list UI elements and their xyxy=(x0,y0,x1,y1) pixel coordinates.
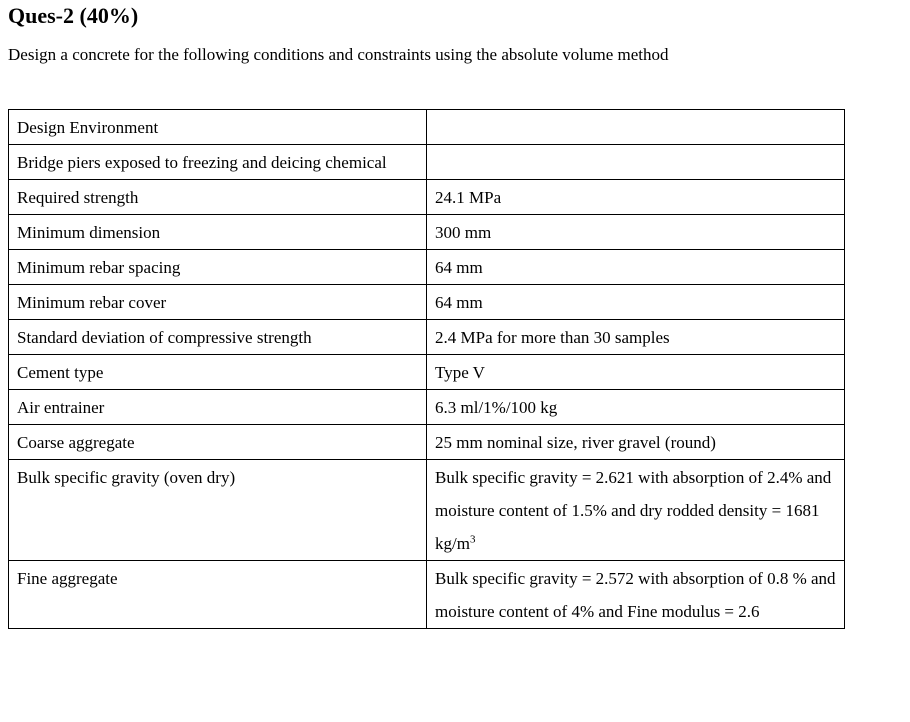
condition-value: 2.4 MPa for more than 30 samples xyxy=(427,320,845,355)
condition-label: Minimum rebar cover xyxy=(9,285,427,320)
question-instruction: Design a concrete for the following conditions and constraints using the absolute volume method xyxy=(8,45,669,64)
condition-label: Cement type xyxy=(9,355,427,390)
table-row xyxy=(9,320,845,355)
table-row xyxy=(9,215,845,250)
condition-value: Bulk specific gravity = 2.572 with absorption of 0.8 % and moisture content of 4% and Fine modulus = 2.6 xyxy=(427,561,845,629)
condition-value xyxy=(427,460,845,561)
condition-label: Fine aggregate xyxy=(9,561,427,629)
condition-label: Bridge piers exposed to freezing and deicing chemical xyxy=(9,145,427,180)
condition-value: 64 mm xyxy=(427,285,845,320)
table-row xyxy=(9,145,845,180)
table-row xyxy=(9,460,845,561)
condition-label: Bulk specific gravity (oven dry) xyxy=(9,460,427,561)
condition-value: Type V xyxy=(427,355,845,390)
condition-label: Air entrainer xyxy=(9,390,427,425)
question-title: Ques-2 (40%) xyxy=(8,3,139,28)
condition-value xyxy=(427,145,845,180)
table-row xyxy=(9,180,845,215)
table-row xyxy=(9,390,845,425)
condition-label: Minimum rebar spacing xyxy=(9,250,427,285)
condition-label: Coarse aggregate xyxy=(9,425,427,460)
design-conditions-table xyxy=(8,109,845,629)
table-row xyxy=(9,425,845,460)
condition-label: Required strength xyxy=(9,180,427,215)
condition-label: Design Environment xyxy=(9,110,427,145)
condition-value-text: Bulk specific gravity = 2.621 with absorption of 2.4% and moisture content of 1.5% and dry rodded density = 1681 kg/m xyxy=(435,468,832,553)
table-row xyxy=(9,285,845,320)
condition-label: Standard deviation of compressive strength xyxy=(9,320,427,355)
table-row xyxy=(9,355,845,390)
table-row xyxy=(9,561,845,629)
condition-value: 300 mm xyxy=(427,215,845,250)
table-row xyxy=(9,250,845,285)
condition-value: 25 mm nominal size, river gravel (round) xyxy=(427,425,845,460)
condition-value: 24.1 MPa xyxy=(427,180,845,215)
table-row xyxy=(9,110,845,145)
condition-label: Minimum dimension xyxy=(9,215,427,250)
condition-value xyxy=(427,110,845,145)
condition-value: 64 mm xyxy=(427,250,845,285)
superscript-exponent: 3 xyxy=(469,533,476,546)
condition-value: 6.3 ml/1%/100 kg xyxy=(427,390,845,425)
